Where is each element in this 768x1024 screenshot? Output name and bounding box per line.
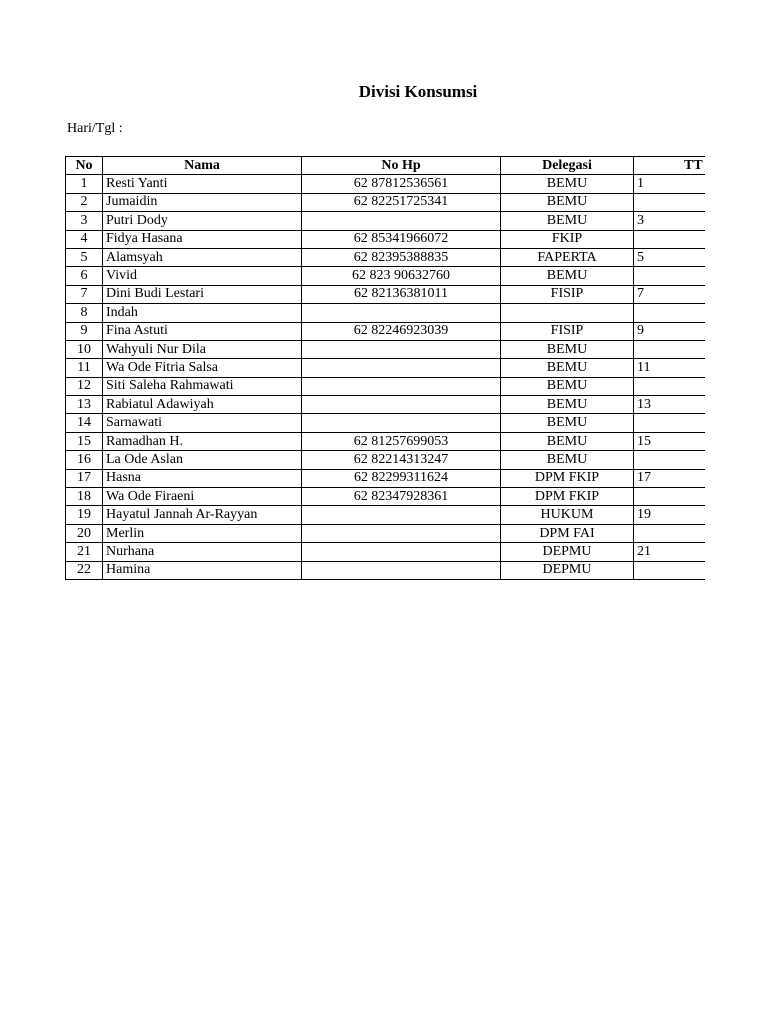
table-row [66, 543, 706, 561]
row-name: Indah [103, 304, 302, 322]
row-phone [302, 506, 501, 524]
row-number: 18 [66, 488, 103, 506]
row-delegation: DPM FKIP [501, 469, 634, 487]
row-phone [302, 340, 501, 358]
row-delegation: DPM FKIP [501, 488, 634, 506]
row-name: Wa Ode Fitria Salsa [103, 359, 302, 377]
table-row [66, 451, 706, 469]
row-name: La Ode Aslan [103, 451, 302, 469]
row-name: Resti Yanti [103, 175, 302, 193]
row-phone [302, 359, 501, 377]
date-label: Hari/Tgl : [67, 121, 123, 136]
row-name: Dini Budi Lestari [103, 285, 302, 303]
row-phone: 62 85341966072 [302, 230, 501, 248]
row-delegation: BEMU [501, 175, 634, 193]
row-number: 9 [66, 322, 103, 340]
table-row [66, 212, 706, 230]
row-delegation: BEMU [501, 193, 634, 211]
row-phone [302, 212, 501, 230]
row-number: 16 [66, 451, 103, 469]
table-row [66, 175, 706, 193]
table-row [66, 396, 706, 414]
header-tt: TT [634, 157, 706, 175]
row-number: 1 [66, 175, 103, 193]
row-signature [634, 414, 706, 432]
row-signature: 19 [634, 506, 706, 524]
row-delegation: BEMU [501, 212, 634, 230]
row-name: Merlin [103, 524, 302, 542]
row-delegation: BEMU [501, 267, 634, 285]
row-signature: 15 [634, 432, 706, 450]
row-delegation: FISIP [501, 285, 634, 303]
row-signature: 7 [634, 285, 706, 303]
row-name: Hayatul Jannah Ar-Rayyan [103, 506, 302, 524]
row-delegation: BEMU [501, 432, 634, 450]
table-row [66, 248, 706, 266]
row-signature: 11 [634, 359, 706, 377]
table-row [66, 267, 706, 285]
row-phone [302, 543, 501, 561]
table-container [65, 156, 705, 586]
row-phone [302, 414, 501, 432]
row-signature: 5 [634, 248, 706, 266]
row-signature [634, 488, 706, 506]
table-row [66, 322, 706, 340]
row-phone: 62 81257699053 [302, 432, 501, 450]
row-signature: 21 [634, 543, 706, 561]
row-signature [634, 377, 706, 395]
row-number: 2 [66, 193, 103, 211]
row-number: 11 [66, 359, 103, 377]
table-row [66, 506, 706, 524]
row-number: 19 [66, 506, 103, 524]
row-signature [634, 304, 706, 322]
row-phone [302, 304, 501, 322]
row-signature [634, 524, 706, 542]
row-name: Sarnawati [103, 414, 302, 432]
roster-table [65, 156, 705, 580]
row-signature [634, 193, 706, 211]
table-row [66, 414, 706, 432]
row-name: Wahyuli Nur Dila [103, 340, 302, 358]
row-name: Ramadhan H. [103, 432, 302, 450]
row-signature: 9 [634, 322, 706, 340]
header-nama: Nama [103, 157, 302, 175]
row-name: Putri Dody [103, 212, 302, 230]
row-name: Siti Saleha Rahmawati [103, 377, 302, 395]
row-name: Wa Ode Firaeni [103, 488, 302, 506]
row-name: Nurhana [103, 543, 302, 561]
row-phone: 62 82395388835 [302, 248, 501, 266]
table-row [66, 230, 706, 248]
row-signature [634, 230, 706, 248]
table-row [66, 488, 706, 506]
row-delegation: FISIP [501, 322, 634, 340]
row-phone: 62 82214313247 [302, 451, 501, 469]
row-phone: 62 82347928361 [302, 488, 501, 506]
row-name: Fidya Hasana [103, 230, 302, 248]
row-phone: 62 87812536561 [302, 175, 501, 193]
row-delegation: BEMU [501, 340, 634, 358]
row-name: Fina Astuti [103, 322, 302, 340]
row-delegation: BEMU [501, 359, 634, 377]
row-name: Hamina [103, 561, 302, 579]
row-signature: 3 [634, 212, 706, 230]
row-number: 14 [66, 414, 103, 432]
row-delegation: DEPMU [501, 543, 634, 561]
row-phone: 62 82136381011 [302, 285, 501, 303]
row-number: 8 [66, 304, 103, 322]
row-number: 3 [66, 212, 103, 230]
row-delegation: FKIP [501, 230, 634, 248]
row-number: 20 [66, 524, 103, 542]
row-number: 22 [66, 561, 103, 579]
row-delegation: BEMU [501, 414, 634, 432]
header-delegasi: Delegasi [501, 157, 634, 175]
row-number: 4 [66, 230, 103, 248]
row-signature [634, 561, 706, 579]
row-number: 7 [66, 285, 103, 303]
row-delegation [501, 304, 634, 322]
row-name: Rabiatul Adawiyah [103, 396, 302, 414]
row-delegation: HUKUM [501, 506, 634, 524]
row-signature [634, 267, 706, 285]
table-row [66, 524, 706, 542]
row-delegation: FAPERTA [501, 248, 634, 266]
row-delegation: DEPMU [501, 561, 634, 579]
table-row [66, 377, 706, 395]
table-row [66, 359, 706, 377]
header-hp: No Hp [302, 157, 501, 175]
row-name: Jumaidin [103, 193, 302, 211]
row-phone: 62 823 90632760 [302, 267, 501, 285]
row-signature [634, 451, 706, 469]
table-body [66, 175, 706, 580]
row-name: Hasna [103, 469, 302, 487]
row-phone: 62 82299311624 [302, 469, 501, 487]
table-row [66, 193, 706, 211]
row-phone [302, 561, 501, 579]
row-phone [302, 396, 501, 414]
row-number: 5 [66, 248, 103, 266]
table-row [66, 304, 706, 322]
row-phone: 62 82246923039 [302, 322, 501, 340]
table-row [66, 340, 706, 358]
row-number: 12 [66, 377, 103, 395]
row-name: Alamsyah [103, 248, 302, 266]
table-row [66, 561, 706, 579]
row-signature: 13 [634, 396, 706, 414]
row-name: Vivid [103, 267, 302, 285]
row-delegation: BEMU [501, 396, 634, 414]
table-row [66, 432, 706, 450]
row-number: 21 [66, 543, 103, 561]
row-number: 17 [66, 469, 103, 487]
row-phone [302, 377, 501, 395]
row-signature [634, 340, 706, 358]
row-phone: 62 82251725341 [302, 193, 501, 211]
row-number: 13 [66, 396, 103, 414]
row-phone [302, 524, 501, 542]
row-number: 15 [66, 432, 103, 450]
row-number: 10 [66, 340, 103, 358]
row-delegation: DPM FAI [501, 524, 634, 542]
row-signature: 17 [634, 469, 706, 487]
row-signature: 1 [634, 175, 706, 193]
page-title: Divisi Konsumsi [358, 82, 478, 101]
table-row [66, 469, 706, 487]
row-delegation: BEMU [501, 377, 634, 395]
row-delegation: BEMU [501, 451, 634, 469]
header-no: No [66, 157, 103, 175]
row-number: 6 [66, 267, 103, 285]
table-row [66, 285, 706, 303]
table-header-row [66, 157, 706, 175]
